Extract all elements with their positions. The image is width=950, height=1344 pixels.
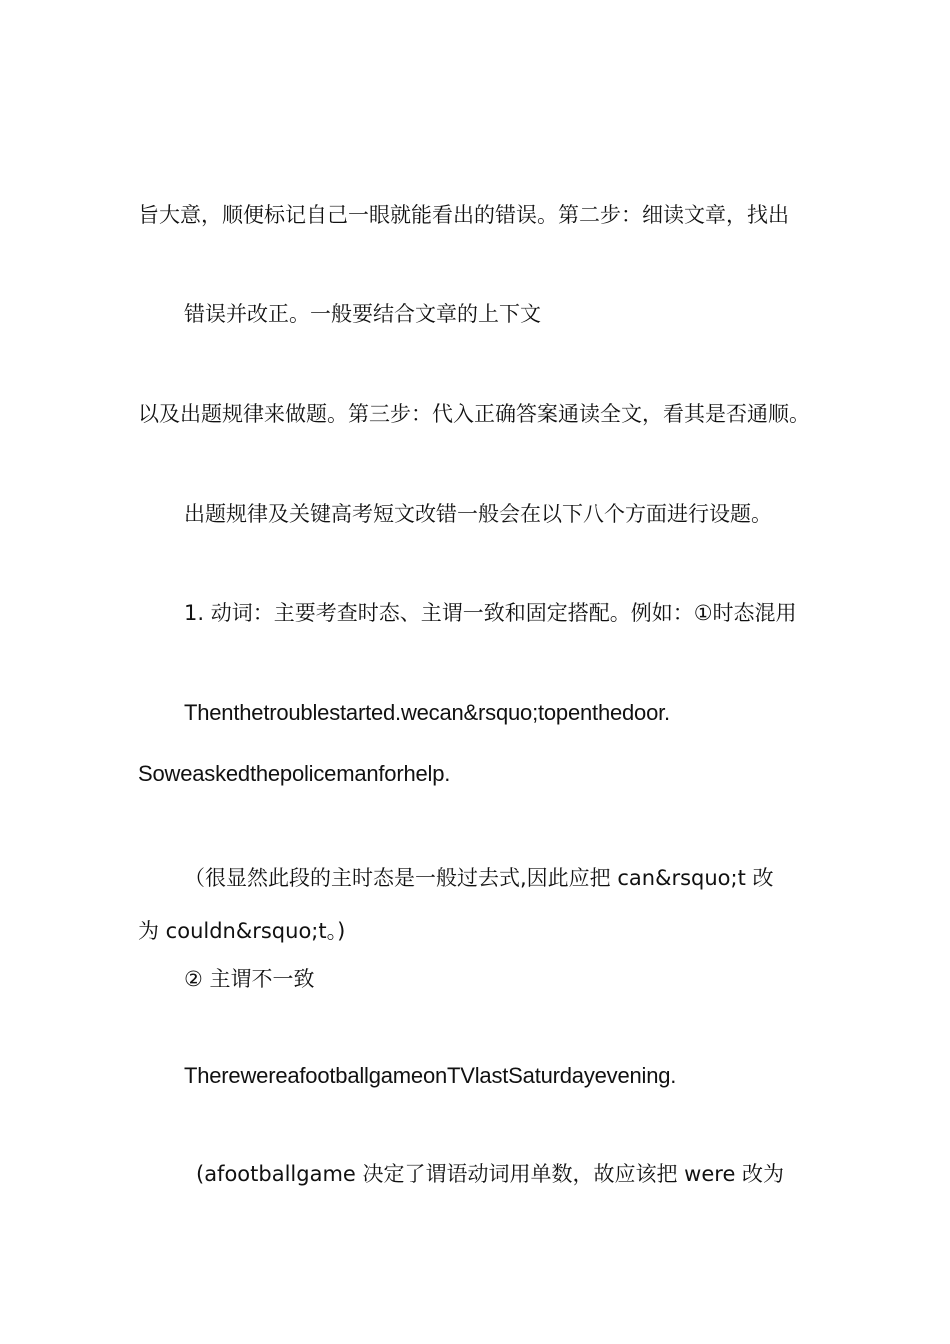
explanation-line-2: 为 couldn&rsquo;t。) [138, 919, 346, 943]
text-line-5: 1. 动词：主要考查时态、主谓一致和固定搭配。例如：①时态混用 [184, 601, 797, 625]
text-line-3: 以及出题规律来做题。第三步：代入正确答案通读全文，看其是否通顺。 [138, 402, 810, 426]
explanation-line-3: (afootballgame 决定了谓语动词用单数，故应该把 were 改为 [196, 1162, 785, 1186]
subheading-subject-verb: ② 主谓不一致 [184, 967, 315, 991]
text-line-1: 旨大意，顺便标记自己一眼就能看出的错误。第二步：细读文章，找出 [138, 203, 789, 227]
example-sentence-1: Thenthetroublestarted.wecan&rsquo;topenthedoor. [184, 700, 670, 725]
example-sentence-2: Soweaskedthepolicemanforhelp. [138, 761, 451, 786]
explanation-line-1: （很显然此段的主时态是一般过去式,因此应把 can&rsquo;t 改 [184, 866, 774, 890]
text-line-4: 出题规律及关键高考短文改错一般会在以下八个方面进行设题。 [184, 502, 772, 526]
text-line-2: 错误并改正。一般要结合文章的上下文 [184, 302, 541, 326]
example-sentence-3: TherewereafootballgameonTVlastSaturdayevening. [184, 1063, 677, 1088]
